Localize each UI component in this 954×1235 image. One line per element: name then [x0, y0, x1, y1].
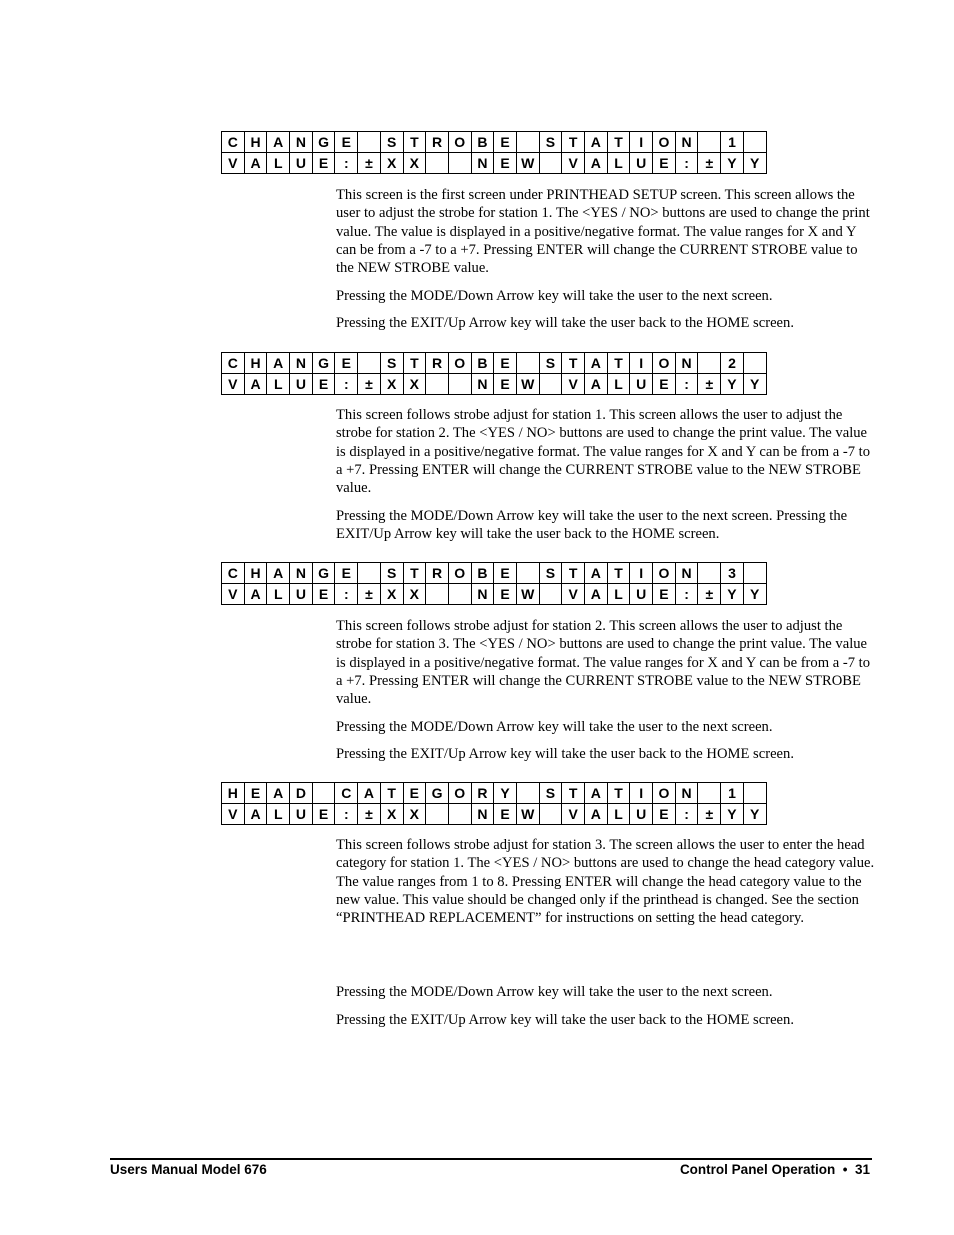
lcd-screen-station-2	[221, 352, 767, 395]
footer-section-page	[680, 1162, 870, 1177]
lcd-row-1	[222, 563, 767, 584]
lcd-cell: :	[335, 374, 358, 395]
lcd-cell: R	[426, 353, 449, 374]
lcd-cell: N	[290, 132, 313, 153]
lcd-cell: W	[516, 584, 539, 605]
lcd-cell	[448, 374, 471, 395]
lcd-cell: T	[607, 783, 630, 804]
lcd-cell: A	[585, 804, 608, 825]
lcd-cell: L	[607, 153, 630, 174]
lcd-cell: U	[630, 804, 653, 825]
lcd-cell: N	[675, 353, 698, 374]
page-number: 31	[854, 1162, 870, 1177]
lcd-cell: S	[380, 563, 403, 584]
lcd-cell: S	[380, 353, 403, 374]
lcd-cell: X	[403, 804, 426, 825]
lcd-cell: E	[494, 563, 517, 584]
lcd-cell: A	[585, 584, 608, 605]
lcd-cell: V	[222, 804, 245, 825]
lcd-cell: E	[244, 783, 267, 804]
lcd-cell: L	[267, 804, 290, 825]
lcd-cell: :	[335, 584, 358, 605]
lcd-cell: X	[403, 584, 426, 605]
lcd-cell: A	[267, 132, 290, 153]
lcd-cell: C	[222, 132, 245, 153]
lcd-cell: E	[312, 584, 335, 605]
lcd-cell: D	[290, 783, 313, 804]
lcd-cell	[698, 132, 721, 153]
lcd-cell: H	[244, 563, 267, 584]
navigation-paragraph: Pressing the MODE/Down Arrow key will take the user to the next screen. Pressing the EXIT/Up Arrow key will take the user back to the HOME screen.	[336, 508, 848, 543]
lcd-cell: A	[585, 563, 608, 584]
lcd-cell: U	[630, 584, 653, 605]
lcd-cell: H	[222, 783, 245, 804]
lcd-cell: B	[471, 353, 494, 374]
lcd-cell: V	[562, 153, 585, 174]
lcd-row-1	[222, 783, 767, 804]
mode-key-paragraph: Pressing the MODE/Down Arrow key will take the user to the next screen.	[336, 719, 773, 735]
lcd-cell: C	[222, 353, 245, 374]
lcd-cell: L	[607, 804, 630, 825]
lcd-cell: X	[380, 804, 403, 825]
lcd-cell: O	[653, 353, 676, 374]
lcd-cell: N	[471, 584, 494, 605]
footer-manual-title: Users Manual Model 676	[110, 1162, 267, 1177]
lcd-cell: E	[494, 374, 517, 395]
lcd-cell: T	[562, 783, 585, 804]
lcd-cell: N	[290, 353, 313, 374]
mode-key-paragraph: Pressing the MODE/Down Arrow key will take the user to the next screen.	[336, 288, 773, 304]
lcd-cell: S	[539, 563, 562, 584]
lcd-cell: T	[403, 132, 426, 153]
lcd-screen-head-category	[221, 782, 767, 825]
lcd-cell: N	[290, 563, 313, 584]
lcd-cell: U	[630, 374, 653, 395]
footer-section-title: Control Panel Operation	[679, 1162, 836, 1177]
lcd-cell: ±	[698, 374, 721, 395]
lcd-row-2	[222, 153, 767, 174]
lcd-cell: A	[267, 783, 290, 804]
lcd-cell: L	[607, 584, 630, 605]
lcd-cell: E	[494, 353, 517, 374]
description-paragraph: This screen is the first screen under PRINTHEAD SETUP screen. This screen allows the user to adjust the strobe for station 1. The <YES / NO> buttons are used to change the print value. The value is displayed in a positive/negative format. The value ranges for X and Y can be from a -7 to a +7. Pressing ENTER will change the CURRENT STROBE value to the NEW STROBE value.	[336, 187, 870, 277]
lcd-cell	[448, 804, 471, 825]
lcd-cell	[516, 783, 539, 804]
lcd-cell	[448, 153, 471, 174]
lcd-cell: :	[675, 584, 698, 605]
lcd-cell	[358, 353, 381, 374]
lcd-cell: V	[222, 153, 245, 174]
lcd-cell: H	[244, 353, 267, 374]
lcd-cell: E	[653, 153, 676, 174]
lcd-cell: R	[471, 783, 494, 804]
lcd-cell: T	[403, 353, 426, 374]
lcd-cell: E	[335, 353, 358, 374]
lcd-cell	[312, 783, 335, 804]
lcd-cell: A	[358, 783, 381, 804]
lcd-cell: ±	[698, 584, 721, 605]
lcd-cell: X	[403, 153, 426, 174]
lcd-cell: G	[312, 563, 335, 584]
lcd-cell: A	[585, 153, 608, 174]
lcd-cell: S	[539, 783, 562, 804]
lcd-cell: R	[426, 563, 449, 584]
mode-key-paragraph: Pressing the MODE/Down Arrow key will take the user to the next screen.	[336, 984, 773, 1000]
lcd-cell: O	[448, 783, 471, 804]
lcd-cell: V	[222, 584, 245, 605]
description-paragraph: This screen follows strobe adjust for station 1. This screen allows the user to adjust the strobe for station 2. The <YES / NO> buttons are used to change the print value. The value is displayed in a positive/negative format. The value ranges for X and Y can be from a -7 to a +7. Pressing ENTER will change the CURRENT STROBE value to the NEW STROBE value.	[336, 407, 870, 497]
footer-rule	[110, 1158, 872, 1160]
lcd-cell: O	[653, 783, 676, 804]
lcd-cell: A	[585, 132, 608, 153]
lcd-cell: I	[630, 563, 653, 584]
lcd-cell: U	[290, 584, 313, 605]
lcd-cell: S	[539, 353, 562, 374]
lcd-cell: T	[607, 563, 630, 584]
lcd-row-1	[222, 132, 767, 153]
lcd-cell: I	[630, 783, 653, 804]
lcd-cell: A	[267, 353, 290, 374]
lcd-cell	[448, 584, 471, 605]
lcd-cell: G	[426, 783, 449, 804]
lcd-row-1	[222, 353, 767, 374]
lcd-cell: E	[494, 132, 517, 153]
lcd-cell: H	[244, 132, 267, 153]
description-paragraph: This screen follows strobe adjust for station 2. This screen allows the user to adjust the strobe for station 3. The <YES / NO> buttons are used to change the print value. The value is displayed in a positive/negative format. The value ranges for X and Y can be from a -7 to a +7. Pressing ENTER will change the CURRENT STROBE value to the NEW STROBE value.	[336, 618, 870, 708]
lcd-cell: B	[471, 132, 494, 153]
lcd-cell: Y	[743, 374, 766, 395]
lcd-cell: G	[312, 132, 335, 153]
lcd-cell: I	[630, 353, 653, 374]
lcd-cell: 1	[721, 783, 744, 804]
lcd-cell: O	[448, 132, 471, 153]
lcd-cell	[426, 584, 449, 605]
lcd-cell: A	[244, 804, 267, 825]
lcd-cell: L	[267, 584, 290, 605]
lcd-cell: T	[403, 563, 426, 584]
lcd-cell	[539, 584, 562, 605]
lcd-cell: A	[244, 584, 267, 605]
lcd-cell	[539, 804, 562, 825]
lcd-cell: U	[290, 153, 313, 174]
lcd-cell: Y	[743, 153, 766, 174]
lcd-cell: U	[290, 374, 313, 395]
lcd-cell: L	[607, 374, 630, 395]
lcd-cell: X	[403, 374, 426, 395]
lcd-cell: A	[244, 153, 267, 174]
lcd-cell: :	[675, 374, 698, 395]
lcd-cell: T	[562, 353, 585, 374]
lcd-cell: X	[380, 584, 403, 605]
lcd-cell: B	[471, 563, 494, 584]
lcd-cell	[698, 783, 721, 804]
lcd-cell: L	[267, 153, 290, 174]
lcd-cell: E	[335, 132, 358, 153]
lcd-cell: C	[222, 563, 245, 584]
lcd-cell: R	[426, 132, 449, 153]
lcd-cell: 1	[721, 132, 744, 153]
lcd-cell	[743, 563, 766, 584]
lcd-cell: N	[675, 132, 698, 153]
lcd-cell: E	[312, 804, 335, 825]
lcd-cell: :	[335, 804, 358, 825]
lcd-cell: T	[380, 783, 403, 804]
lcd-screen-station-3	[221, 562, 767, 605]
lcd-cell: ±	[358, 153, 381, 174]
lcd-cell: ±	[358, 584, 381, 605]
lcd-cell: C	[335, 783, 358, 804]
lcd-cell: A	[585, 374, 608, 395]
lcd-cell: V	[562, 374, 585, 395]
bullet-icon: •	[842, 1162, 848, 1177]
lcd-cell	[698, 353, 721, 374]
lcd-cell: :	[675, 804, 698, 825]
exit-key-paragraph: Pressing the EXIT/Up Arrow key will take the user back to the HOME screen.	[336, 746, 794, 762]
lcd-cell: E	[494, 153, 517, 174]
lcd-cell: E	[653, 584, 676, 605]
lcd-cell: E	[653, 804, 676, 825]
lcd-cell: T	[562, 132, 585, 153]
lcd-cell: Y	[743, 804, 766, 825]
lcd-cell: X	[380, 374, 403, 395]
lcd-cell: T	[607, 353, 630, 374]
lcd-cell: E	[312, 153, 335, 174]
exit-key-paragraph: Pressing the EXIT/Up Arrow key will take the user back to the HOME screen.	[336, 1012, 794, 1028]
lcd-cell	[539, 153, 562, 174]
lcd-cell: G	[312, 353, 335, 374]
lcd-cell: T	[607, 132, 630, 153]
lcd-cell: L	[267, 374, 290, 395]
lcd-cell: S	[380, 132, 403, 153]
lcd-cell: A	[244, 374, 267, 395]
lcd-cell: I	[630, 132, 653, 153]
lcd-cell: :	[675, 153, 698, 174]
lcd-cell: E	[335, 563, 358, 584]
lcd-row-2	[222, 374, 767, 395]
exit-key-paragraph: Pressing the EXIT/Up Arrow key will take the user back to the HOME screen.	[336, 315, 794, 331]
lcd-cell: ±	[698, 153, 721, 174]
lcd-cell: E	[403, 783, 426, 804]
lcd-cell	[698, 563, 721, 584]
lcd-cell: 2	[721, 353, 744, 374]
lcd-cell: Y	[721, 584, 744, 605]
lcd-cell: ±	[358, 374, 381, 395]
lcd-cell: E	[312, 374, 335, 395]
lcd-cell: W	[516, 374, 539, 395]
lcd-cell: N	[675, 783, 698, 804]
lcd-cell	[516, 563, 539, 584]
lcd-cell	[516, 132, 539, 153]
lcd-cell: Y	[721, 374, 744, 395]
lcd-cell: Y	[721, 153, 744, 174]
lcd-cell: A	[585, 783, 608, 804]
lcd-cell: ±	[358, 804, 381, 825]
lcd-cell	[516, 353, 539, 374]
lcd-cell: V	[222, 374, 245, 395]
lcd-cell	[743, 132, 766, 153]
lcd-cell: O	[448, 353, 471, 374]
lcd-cell	[358, 132, 381, 153]
lcd-cell	[426, 374, 449, 395]
lcd-cell	[358, 563, 381, 584]
lcd-cell: U	[290, 804, 313, 825]
lcd-cell	[743, 783, 766, 804]
lcd-cell: V	[562, 584, 585, 605]
lcd-cell: O	[653, 132, 676, 153]
lcd-cell: S	[539, 132, 562, 153]
lcd-cell: :	[335, 153, 358, 174]
lcd-cell: ±	[698, 804, 721, 825]
lcd-cell: E	[494, 584, 517, 605]
lcd-cell: U	[630, 153, 653, 174]
lcd-cell	[539, 374, 562, 395]
lcd-cell: E	[494, 804, 517, 825]
lcd-cell: W	[516, 153, 539, 174]
lcd-cell: X	[380, 153, 403, 174]
lcd-cell: N	[471, 374, 494, 395]
lcd-cell: W	[516, 804, 539, 825]
lcd-cell: O	[448, 563, 471, 584]
lcd-cell: A	[585, 353, 608, 374]
lcd-cell: N	[471, 153, 494, 174]
lcd-cell	[426, 153, 449, 174]
lcd-cell	[743, 353, 766, 374]
lcd-cell: Y	[743, 584, 766, 605]
lcd-row-2	[222, 804, 767, 825]
lcd-cell	[426, 804, 449, 825]
lcd-cell: Y	[494, 783, 517, 804]
lcd-cell: N	[675, 563, 698, 584]
lcd-cell: A	[267, 563, 290, 584]
lcd-screen-station-1	[221, 131, 767, 174]
lcd-cell: E	[653, 374, 676, 395]
lcd-cell: T	[562, 563, 585, 584]
lcd-cell: Y	[721, 804, 744, 825]
lcd-cell: O	[653, 563, 676, 584]
lcd-row-2	[222, 584, 767, 605]
description-paragraph: This screen follows strobe adjust for station 3. The screen allows the user to enter the head category for station 1. The <YES / NO> buttons are used to change the head category value. The value ranges from 1 to 8. Pressing ENTER will change the head category value to the new value. This value should be changed only if the printhead is changed. See the section “PRINTHEAD REPLACEMENT” for instructions on setting the head category.	[336, 837, 875, 927]
lcd-cell: 3	[721, 563, 744, 584]
lcd-cell: N	[471, 804, 494, 825]
lcd-cell: V	[562, 804, 585, 825]
